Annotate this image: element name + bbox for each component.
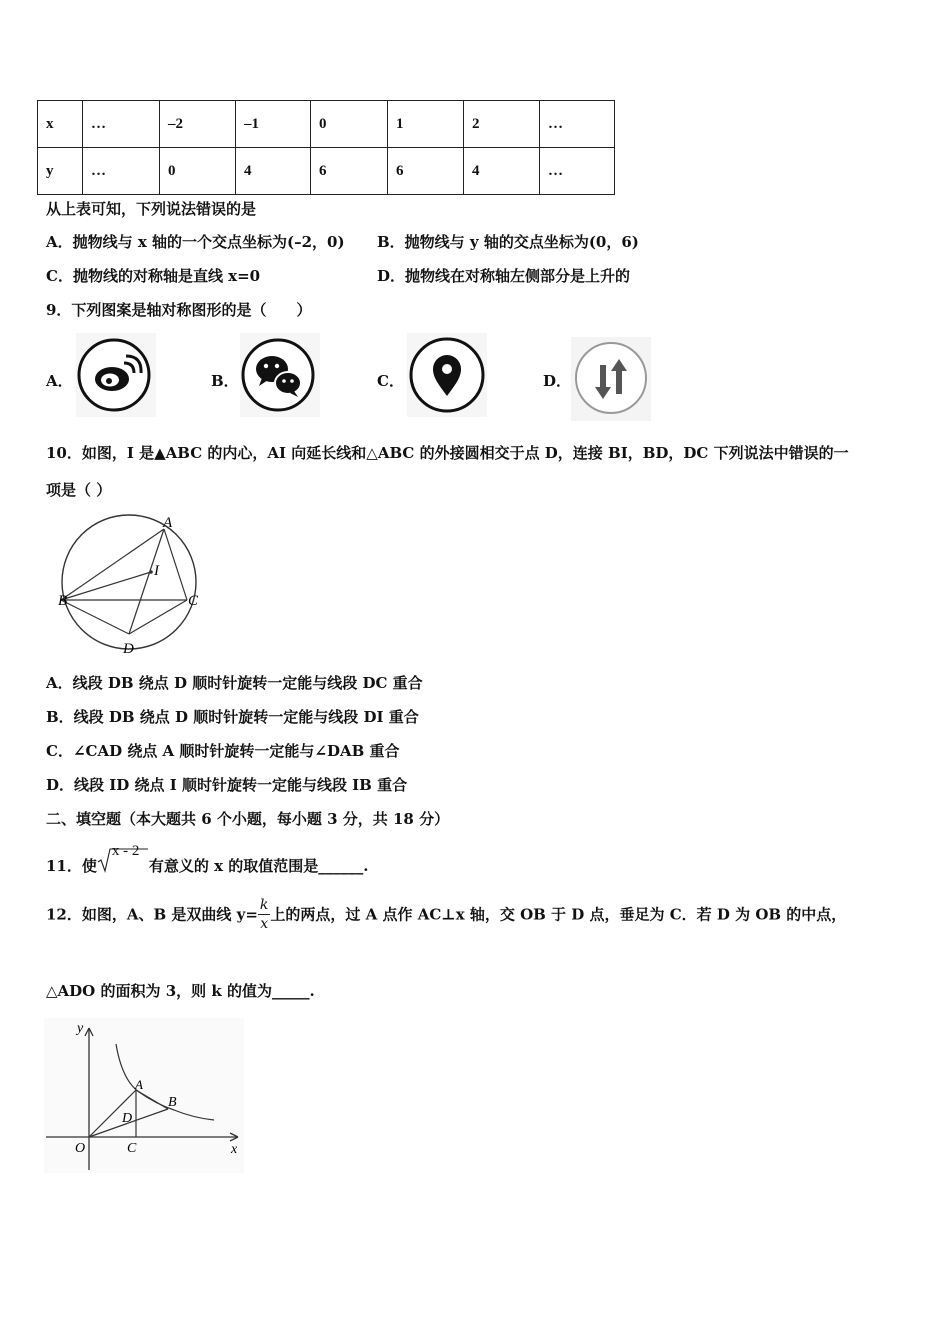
table-row-y (38, 148, 615, 195)
sqrt-expression (97, 843, 149, 877)
sqrt-radicand: x - 2 (111, 843, 140, 859)
q10-stem-line2: 项是（ ） (46, 481, 112, 499)
table-cell: –2 (160, 101, 236, 148)
table-cell: 4 (464, 148, 540, 195)
q11-line (46, 843, 369, 877)
table-cell: x (38, 101, 83, 148)
table-cell: 0 (160, 148, 236, 195)
table-cell: 0 (311, 101, 388, 148)
fig-label-c: C (188, 593, 199, 609)
q11-suffix: 有意义的 x 的取值范围是______. (148, 857, 369, 875)
fig-label-c: C (127, 1141, 137, 1156)
q9-label-d: D． (543, 372, 572, 390)
q10-stem-line1: 10．如图，I 是▲ABC 的内心，AI 向延长线和△ABC 的外接圆相交于点 D，连接 BI，BD，DC 下列说法中错误的一 (46, 444, 849, 462)
fig-label-a: A (163, 515, 173, 531)
q10-option-d: D．线段 ID 绕点 I 顺时针旋转一定能与线段 IB 重合 (46, 776, 408, 794)
section-heading: 二、填空题（本大题共 6 个小题，每小题 3 分，共 18 分） (46, 810, 450, 828)
q11-prefix: 11．使 (46, 857, 97, 875)
table-cell: … (540, 101, 615, 148)
q12-prefix: 12．如图，A、B 是双曲线 y= (46, 905, 258, 924)
fraction-numerator: k (259, 897, 269, 913)
table-cell: … (83, 101, 160, 148)
q9-label-a: A． (46, 372, 73, 390)
fraction-denominator: x (260, 916, 269, 932)
q12-figure (44, 1018, 244, 1173)
fig-label-x: x (231, 1142, 238, 1157)
fig-label-a: A (135, 1077, 143, 1092)
fig-label-d: D (123, 641, 134, 657)
fig-label-o: O (75, 1141, 86, 1156)
q10-option-a: A．线段 DB 绕点 D 顺时针旋转一定能与线段 DC 重合 (46, 674, 423, 692)
q8-option-d: D．抛物线在对称轴左侧部分是上升的 (377, 267, 631, 285)
table-cell: … (540, 148, 615, 195)
table-cell: 1 (388, 101, 464, 148)
fig-label-b: B (58, 593, 68, 609)
up-down-arrows-icon (571, 337, 651, 421)
fig-label-b: B (168, 1095, 177, 1110)
q10-figure (46, 513, 212, 659)
q8-stem: 从上表可知，下列说法错误的是 (46, 200, 257, 218)
table-cell: y (38, 148, 83, 195)
value-table (37, 100, 615, 195)
q9-label-c: C． (377, 372, 404, 390)
table-cell: 6 (388, 148, 464, 195)
q9-label-b: B． (211, 372, 239, 390)
wechat-icon (240, 333, 320, 417)
table-cell: 6 (311, 148, 388, 195)
fig-label-i: I (154, 563, 159, 579)
weibo-icon (76, 333, 156, 417)
table-cell: –1 (236, 101, 311, 148)
q9-stem: 9．下列图案是轴对称图形的是（ ） (46, 301, 312, 319)
q10-option-c: C．∠CAD 绕点 A 顺时针旋转一定能与∠DAB 重合 (46, 742, 400, 760)
table-cell: 4 (236, 148, 311, 195)
q8-option-b: B．抛物线与 y 轴的交点坐标为(0，6) (377, 233, 639, 251)
table-cell: … (83, 148, 160, 195)
fig-label-y: y (77, 1021, 84, 1036)
q10-option-b: B．线段 DB 绕点 D 顺时针旋转一定能与线段 DI 重合 (46, 708, 419, 726)
q12-line1 (46, 896, 846, 933)
table-row-x (38, 101, 615, 148)
q8-option-c: C．抛物线的对称轴是直线 x=0 (46, 267, 261, 285)
fig-label-d: D (122, 1111, 133, 1126)
fraction-k-over-x (258, 896, 270, 933)
table-cell: 2 (464, 101, 540, 148)
q12-suffix: 上的两点，过 A 点作 AC⊥x 轴，交 OB 于 D 点，垂足为 C．若 D 为 OB 的中点， (270, 905, 847, 924)
location-pin-icon (407, 333, 487, 417)
q8-option-a: A．抛物线与 x 轴的一个交点坐标为(–2，0) (46, 233, 345, 251)
q12-line2: △ADO 的面积为 3，则 k 的值为_____. (46, 982, 315, 1000)
